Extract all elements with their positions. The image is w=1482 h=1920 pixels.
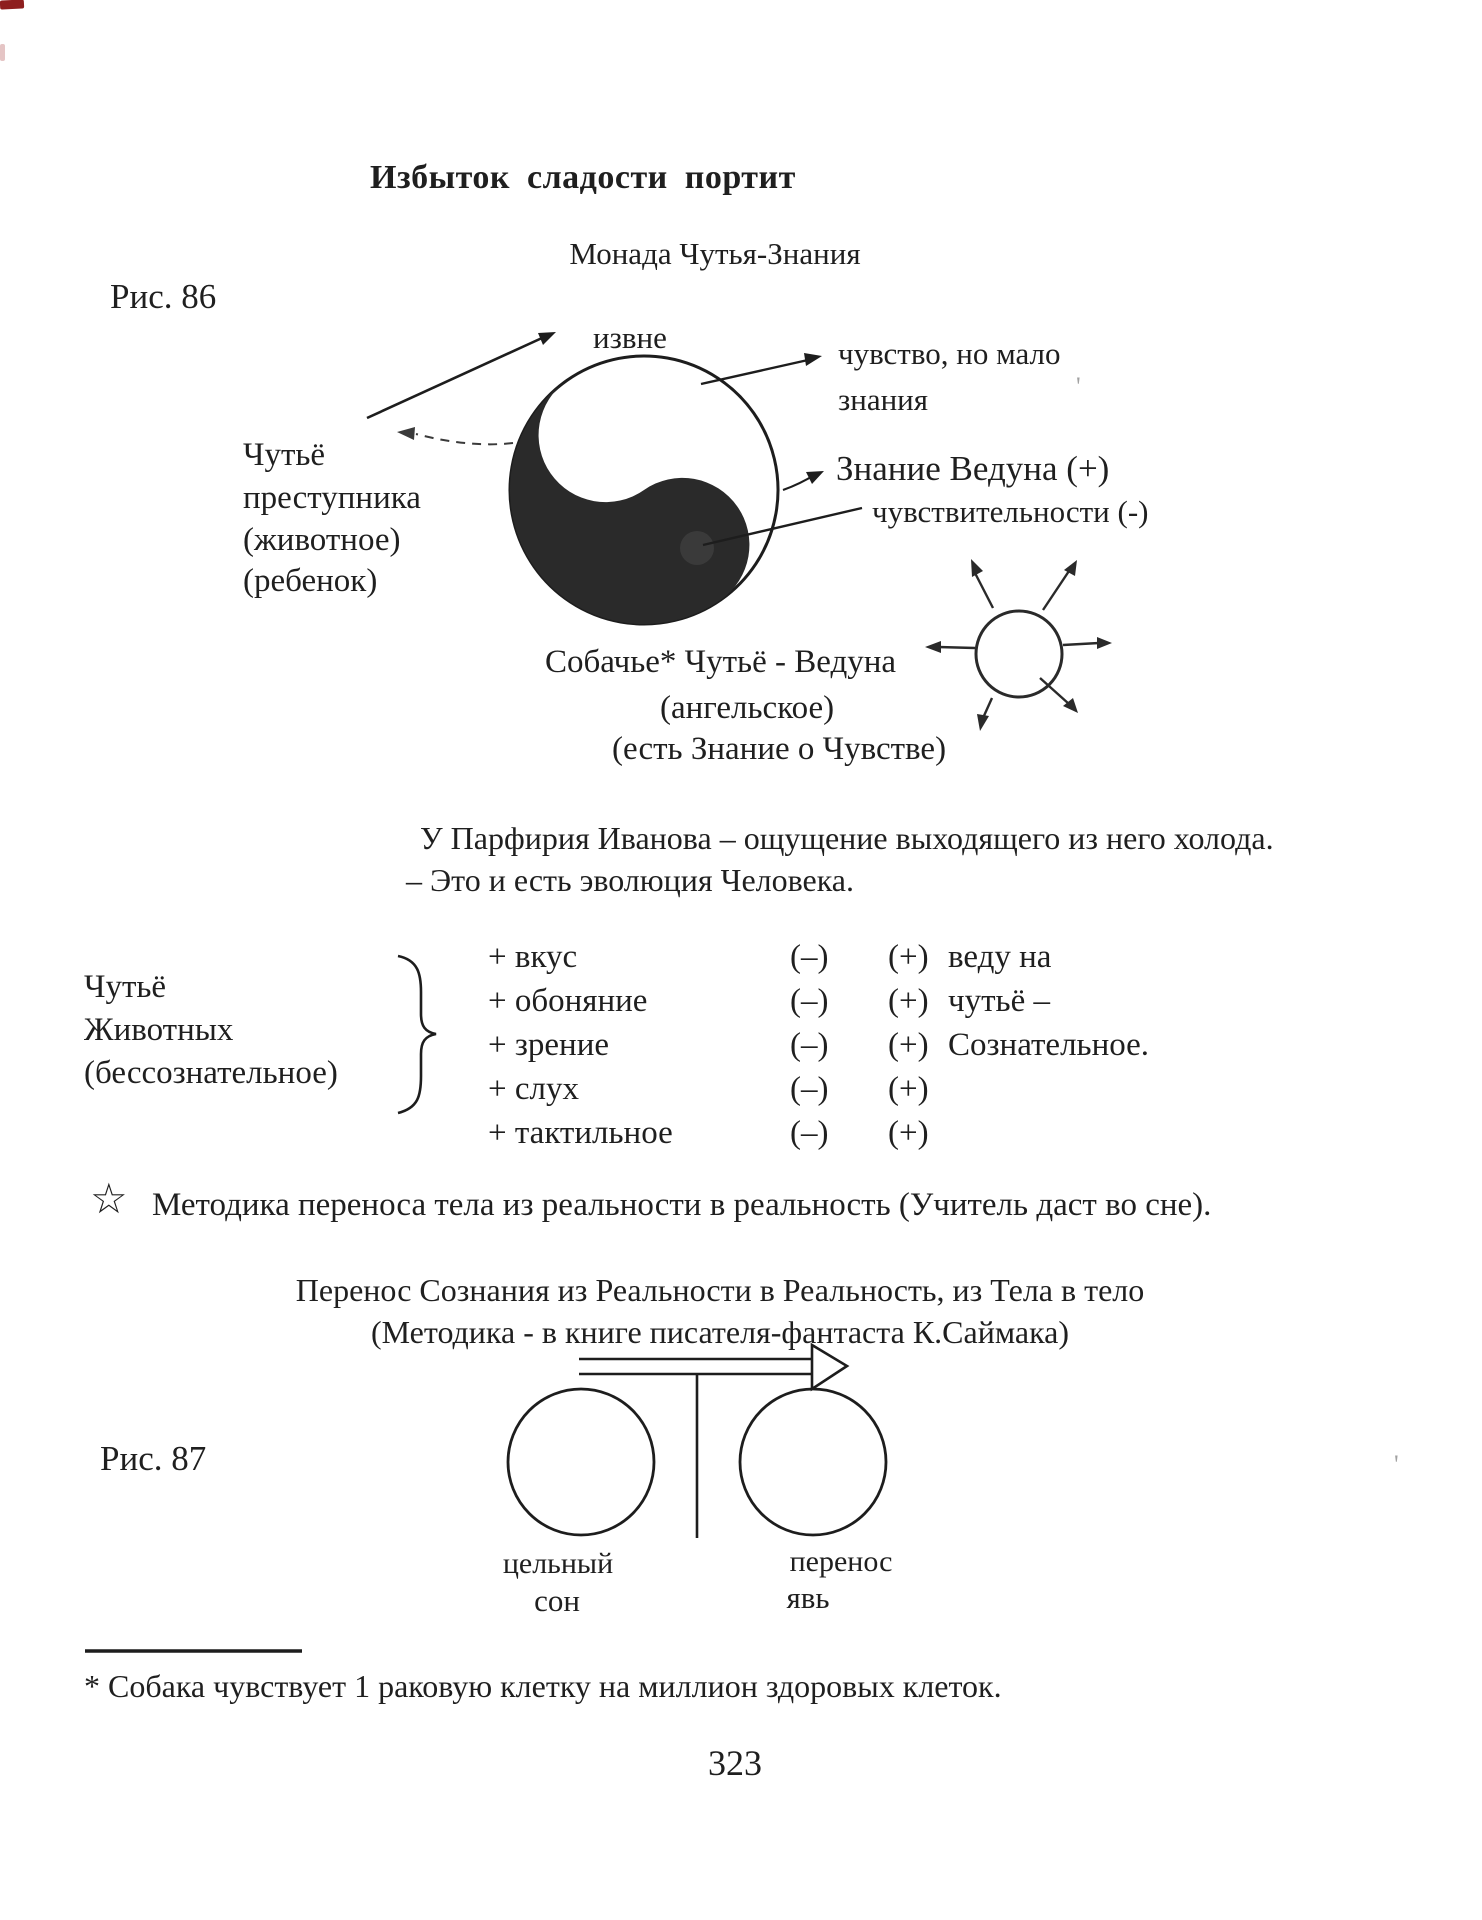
sense-minus: (–) bbox=[790, 1071, 829, 1107]
left-label-line4: (ребенок) bbox=[243, 563, 378, 599]
fig87-left-top-label: цельный bbox=[502, 1547, 614, 1580]
izvne-label: извне bbox=[593, 320, 667, 355]
page-number: 323 bbox=[708, 1743, 762, 1783]
sense-minus: (–) bbox=[790, 939, 829, 975]
sun-symbol bbox=[925, 559, 1112, 731]
stray-mark: ' bbox=[1076, 372, 1081, 401]
znanie-veduna-label: Знание Ведуна (+) bbox=[836, 449, 1110, 488]
page-title: Избыток сладости портит bbox=[370, 159, 796, 196]
sense-plus: (+) bbox=[888, 1071, 929, 1107]
senses-left-line1: Чутьё bbox=[84, 969, 167, 1005]
sense-extra: Сознательное. bbox=[948, 1027, 1150, 1063]
znanie-arrow bbox=[783, 471, 824, 490]
sense-item: + зрение bbox=[488, 1027, 610, 1063]
fig87-right-top-label: перенос bbox=[789, 1545, 893, 1578]
angelskoe-label: (ангельское) bbox=[660, 690, 835, 726]
paragraph-line2: – Это и есть эволюция Человека. bbox=[406, 862, 854, 898]
paragraph-line1: У Парфирия Иванова – ощущение выходящего из него холода. bbox=[420, 820, 1274, 856]
sense-minus: (–) bbox=[790, 1027, 829, 1063]
sense-item: + слух bbox=[488, 1071, 579, 1107]
sense-plus: (+) bbox=[888, 983, 929, 1019]
sobachye-label: Собачье* Чутьё - Ведуна bbox=[545, 644, 897, 680]
fig87-left-bottom-label: сон bbox=[534, 1583, 580, 1618]
fig86-label: Рис. 86 bbox=[110, 277, 217, 316]
transfer-heading-line2: (Методика - в книге писателя-фантаста К.Саймака) bbox=[370, 1314, 1069, 1350]
sense-plus: (+) bbox=[888, 939, 929, 975]
sense-extra: чутьё – bbox=[948, 983, 1050, 1019]
sensitivity-label: чувствительности (-) bbox=[872, 494, 1149, 529]
fig87-right-bottom-label: явь bbox=[786, 1580, 830, 1615]
methodology-line: Методика переноса тела из реальности в реальность (Учитель даст во сне). bbox=[152, 1187, 1212, 1223]
dashed-arrow-left bbox=[397, 427, 513, 444]
sense-plus: (+) bbox=[888, 1027, 929, 1063]
footnote-text: * Собака чувствует 1 раковую клетку на миллион здоровых клеток. bbox=[84, 1668, 1002, 1704]
left-label-line1: Чутьё bbox=[243, 437, 326, 473]
feeling-label-line2: знания bbox=[838, 382, 929, 417]
izvne-arrow bbox=[367, 332, 556, 418]
sense-minus: (–) bbox=[790, 983, 829, 1019]
fig87-label: Рис. 87 bbox=[100, 1439, 207, 1478]
senses-left-line2: Животных bbox=[84, 1012, 234, 1048]
left-label-line2: преступника bbox=[243, 480, 421, 516]
fig87-diagram bbox=[508, 1345, 886, 1538]
est-znanie-label: (есть Знание о Чувстве) bbox=[612, 731, 947, 767]
sense-minus: (–) bbox=[790, 1115, 829, 1151]
sense-item: + вкус bbox=[488, 939, 578, 975]
senses-left-line3: (бессознательное) bbox=[84, 1055, 338, 1091]
transfer-heading-line1: Перенос Сознания из Реальности в Реальность, из Тела в тело bbox=[295, 1272, 1145, 1308]
stray-mark: ' bbox=[1394, 1450, 1399, 1479]
page-subtitle: Монада Чутья-Знания bbox=[569, 236, 861, 271]
sense-extra: веду на bbox=[948, 939, 1052, 975]
feeling-label-line1: чувство, но мало bbox=[838, 336, 1061, 371]
senses-brace bbox=[398, 956, 436, 1113]
monad-white-dot bbox=[574, 394, 606, 426]
left-label-line3: (животное) bbox=[243, 522, 401, 558]
monad-dark-dot bbox=[680, 531, 714, 565]
yin-yang-monad bbox=[457, 303, 830, 676]
star-icon: ☆ bbox=[90, 1177, 128, 1223]
sense-item: + обоняние bbox=[488, 983, 648, 1019]
sense-plus: (+) bbox=[888, 1115, 929, 1151]
sense-item: + тактильное bbox=[488, 1115, 673, 1151]
